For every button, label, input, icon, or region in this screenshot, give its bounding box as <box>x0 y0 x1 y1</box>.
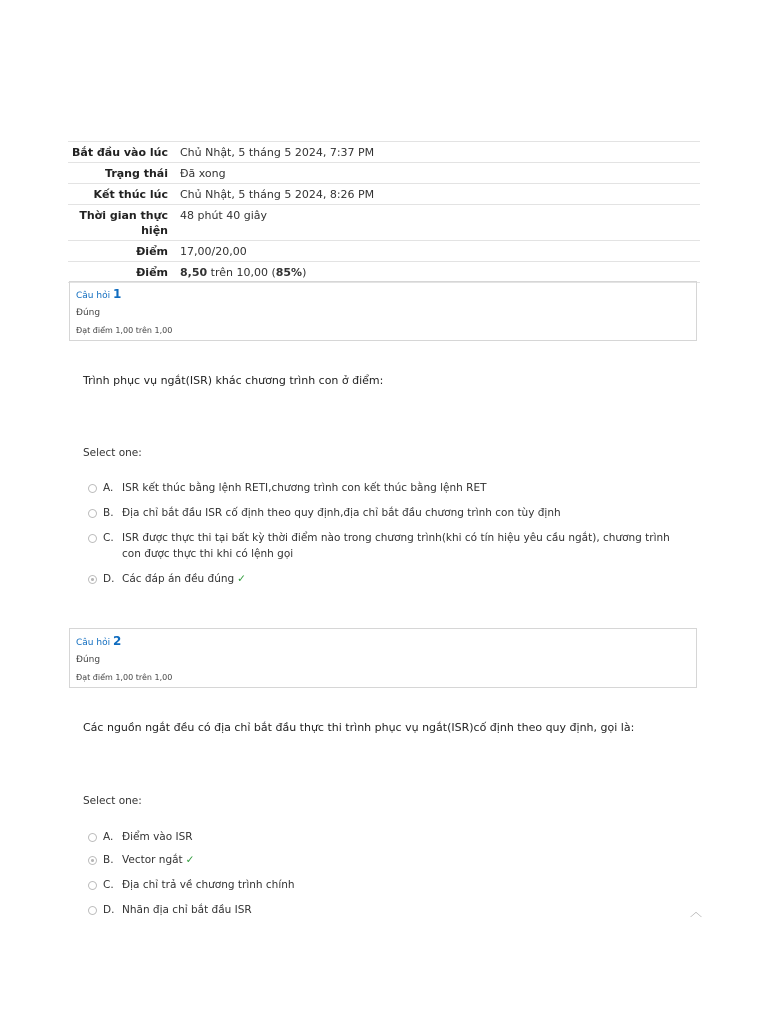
radio-button[interactable] <box>88 906 97 915</box>
summary-row-duration <box>68 205 700 241</box>
radio-button[interactable] <box>88 833 97 842</box>
summary-row-grade <box>68 262 700 283</box>
question-1-info <box>69 281 697 341</box>
question-2-prompt: Select one: <box>83 795 142 807</box>
correct-check-icon: ✓ <box>237 573 246 585</box>
grade-value: 8,50 <box>180 266 208 279</box>
question-2-text: Các nguồn ngắt đều có địa chỉ bắt đầu thực thi trình phục vụ ngắt(ISR)cố định theo quy định, gọi là: <box>83 721 635 734</box>
summary-value: 48 phút 40 giây <box>180 209 268 222</box>
summary-label: Trạng thái <box>105 167 168 180</box>
chevron-up-icon[interactable]: ︿ <box>689 905 702 919</box>
summary-value: Chủ Nhật, 5 tháng 5 2024, 8:26 PM <box>180 188 375 201</box>
summary-value: Đã xong <box>180 167 226 180</box>
question-state: Đúng <box>76 655 101 665</box>
attempt-summary-table <box>68 141 700 283</box>
summary-row-marks <box>68 241 700 262</box>
q2-answer-a[interactable]: A. Điểm vào ISR <box>88 829 688 845</box>
summary-label: Kết thúc lúc <box>93 188 168 201</box>
radio-button[interactable] <box>88 484 97 493</box>
summary-row-completed <box>68 184 700 205</box>
q2-answer-b[interactable]: B. Vector ngắt ✓ <box>88 852 688 868</box>
question-grade: Đạt điểm 1,00 trên 1,00 <box>76 326 173 335</box>
radio-button[interactable] <box>88 509 97 518</box>
summary-row-started <box>68 142 700 163</box>
summary-value: Chủ Nhật, 5 tháng 5 2024, 7:37 PM <box>180 146 375 159</box>
radio-button-selected[interactable] <box>88 856 97 865</box>
q2-answer-c[interactable]: C. Địa chỉ trả về chương trình chính <box>88 877 688 893</box>
summary-row-state <box>68 163 700 184</box>
summary-value: 17,00/20,00 <box>180 245 247 258</box>
correct-check-icon: ✓ <box>185 854 195 866</box>
question-state: Đúng <box>76 308 101 318</box>
question-1-prompt: Select one: <box>83 447 142 459</box>
question-number: Câu hỏi 1 <box>76 287 122 301</box>
question-2-info <box>69 628 697 688</box>
summary-value <box>174 262 700 283</box>
grade-percent: 85% <box>275 266 303 279</box>
question-number: Câu hỏi 2 <box>76 634 122 648</box>
summary-label: Bắt đầu vào lúc <box>72 146 168 159</box>
radio-button-selected[interactable] <box>88 575 97 584</box>
summary-label: Điểm <box>136 245 168 258</box>
q1-answer-a[interactable]: A. ISR kết thúc bằng lệnh RETI,chương trình con kết thúc bằng lệnh RET <box>88 480 688 496</box>
q1-answer-c[interactable]: C. ISR được thực thi tại bất kỳ thời điểm nào trong chương trình(khi có tín hiệu yêu cầu ngắt), chương trình con được thực thi khi có lệnh gọi <box>88 530 688 562</box>
q1-answer-d[interactable]: D. Các đáp án đều đúng ✓ <box>88 571 688 587</box>
question-1-text: Trình phục vụ ngắt(ISR) khác chương trình con ở điểm: <box>83 374 384 387</box>
radio-button[interactable] <box>88 534 97 543</box>
summary-label: Điểm <box>136 266 168 279</box>
q1-answer-b[interactable]: B. Địa chỉ bắt đầu ISR cố định theo quy định,địa chỉ bắt đầu chương trình con tùy định <box>88 505 688 521</box>
question-grade: Đạt điểm 1,00 trên 1,00 <box>76 673 173 682</box>
grade-end: ) <box>302 266 307 279</box>
summary-label: Thời gian thực hiện <box>79 209 168 237</box>
radio-button[interactable] <box>88 881 97 890</box>
q2-answer-d[interactable]: D. Nhãn địa chỉ bắt đầu ISR <box>88 902 688 918</box>
grade-mid: trên 10,00 ( <box>207 266 276 279</box>
